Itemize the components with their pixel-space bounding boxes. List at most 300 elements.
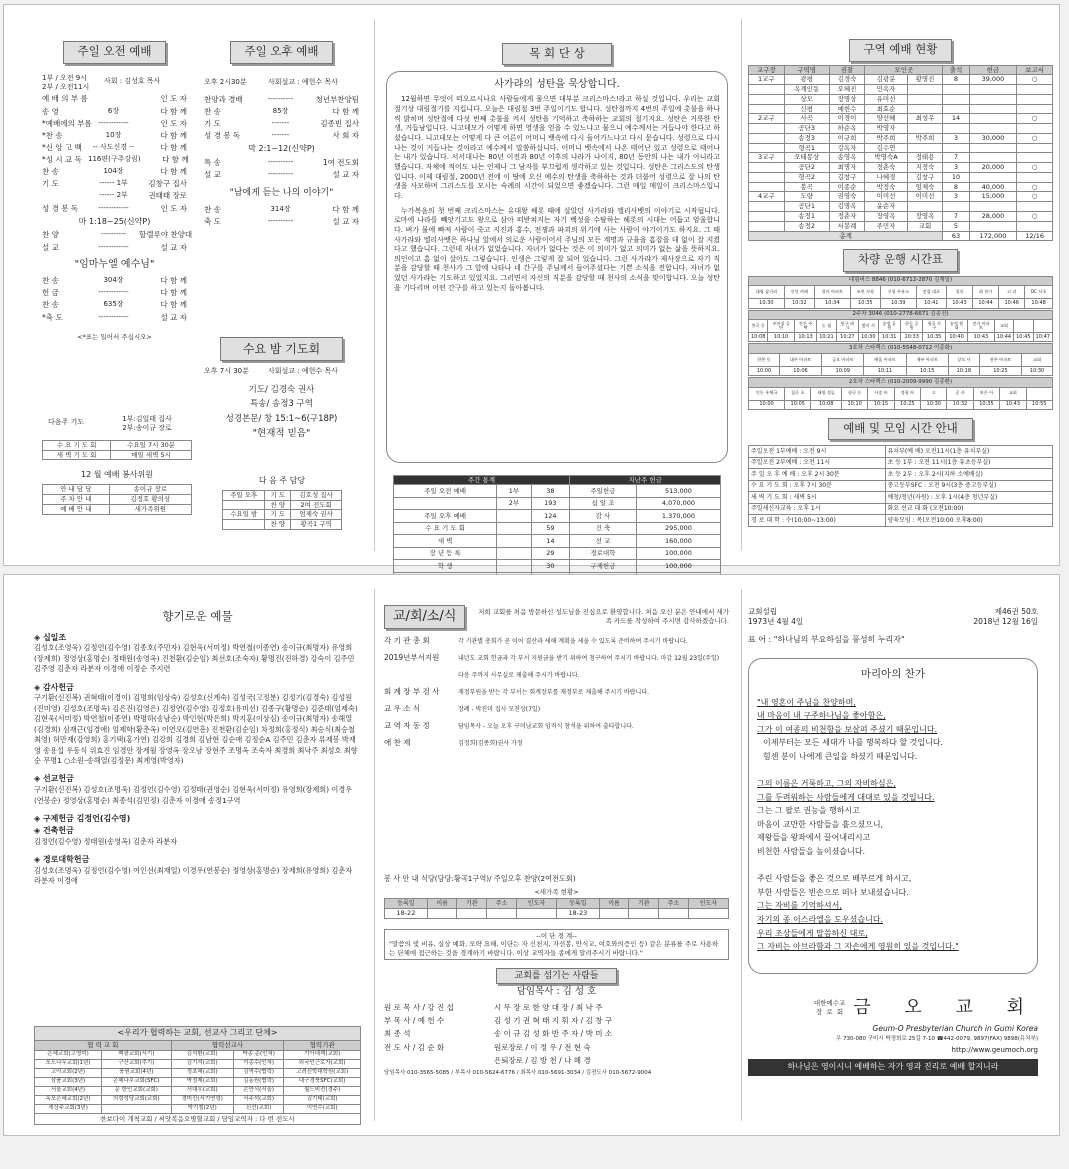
car-time: 10:39 [880,299,916,308]
table-cell: 수 요 기 도 회 : 오후 7시 30분 [749,480,886,492]
table-cell: 김창구 [829,172,865,182]
staff-name [384,1056,494,1066]
staff-name: 은퇴장로 / 김 방 천 / 나 혜 경 [494,1055,591,1065]
stand-note: <*표는 일어서 주십시오> [77,332,152,341]
table-header-cell: 주소 [659,899,689,908]
table-cell: 김창구 [907,172,943,182]
table-cell [943,124,969,134]
table-cell: 박정제(교회) [171,1077,233,1086]
table-cell: 월드비전(경주) [284,1086,361,1095]
table-cell: 주일새신자교육 : 오후 1시 [749,503,886,515]
table-cell: 경로대학 [570,547,637,560]
car-stop [1026,387,1053,400]
partners-table [34,1040,361,1114]
next-prayer: 1부:김일태 집사 2부:송이규 장로 [122,415,172,433]
car-time: 10:09 [822,366,864,375]
news-item [384,670,729,680]
newfam-table [384,898,729,918]
table-cell: 5 [943,221,969,231]
order-leader: 인 도 자 [160,94,187,104]
district-header: 구역 예배 현황 [748,39,1053,62]
offering-section [34,855,361,887]
table-row [749,192,1053,202]
table-cell: 서대우(교회) [171,1086,233,1095]
staff-name: 원로장로 / 이 정 우 / 전 현 숙 [494,1042,591,1052]
meditation-subtitle: 사가랴의 성탄을 묵상합니다. [494,78,620,90]
section-names: 김성호(조명욱) 김정언(김수영) 여인선(최재일) 이경우(연봉순) 정영상(홍명순) 장제희(유영희) 김춘자 라분자 이경애 [34,865,353,886]
table-cell: 40,000 [969,182,1017,192]
est-label: 교회설립 [748,607,777,616]
prayer-times-table [42,440,192,461]
car-schedule [748,276,1053,410]
car-time: 10:45 [1014,332,1033,341]
table-cell: 예 배 안 내 [43,504,110,514]
car-stop: 전철 대포 [916,286,946,299]
car-time: 10:41 [916,299,946,308]
denomination: 대한예수교 장 로 회 [813,999,846,1017]
order-row [42,143,187,153]
order-item: 축 도 [204,216,221,226]
order-detail: ------------ [98,242,129,251]
table-cell: 공단3 [784,124,829,134]
car-time: 10:30 [859,332,878,341]
car-time: 10:27 [836,332,858,341]
am-worship-column: 주일 오전 예배 1부 / 오전 9시 2부 / 오전11시 사회 : 김성호 목사 예 배 의 부 름 인 도 자 송 영 6장 다 함 께 *예배에의 부름 ------------ 인 도 자 *찬 송 10장 다 함 께 *신 앙 고 백 -- 사도신경 -- 다 함 께 *성 시 교 독 116편(구주강림) 다 함 께 찬 송 104장 다 함 께 기 도 ------ 1부 김창구 집사 ------ 2부 권태태 장로 성 경 봉 독 ------------ 인 도 자 마 1:18~25(신약P) 찬 양 ---------- 할렐루야 찬양대 설 교 ------------ 설 교 자 "임마누엘 예수님" 찬 송 304장 다 함 께 헌 금 ------------ 다 함 께 찬 송 635장 다 함 께 *축 도 ------------ 설 교 자 <*표는 일어서 주십시오> [42,41,187,601]
order-detail: 6장 [107,106,120,115]
table-row [749,94,1053,104]
table-cell: 이규희 [829,133,865,143]
table-cell: ○ [1017,163,1053,173]
car-stop: 한동 공원 [900,319,922,332]
car-stop: 송정 원대 [945,319,967,332]
table-cell: 선 교 [570,535,637,548]
order-item: 기 도 [204,119,221,129]
table-cell: 새 벽 기 도 회 : 새벽 5시 [749,492,886,504]
table-cell: 권영숙 [829,192,865,202]
table-cell: 유미선 [865,94,907,104]
news-item [384,704,729,714]
table-cell: 서울교회(4년) [35,1086,102,1095]
table-cell: 은혜나무교회(SFC) [102,1077,171,1086]
table-cell: 송정3 [784,133,829,143]
order-row [42,204,187,214]
am-bible: 마 1:18~25(신약P) [78,216,151,226]
table-header-cell: 주소 [487,899,517,908]
song-line: 그가 이 여종의 비천함을 보살펴 주셨기 때문입니다. [757,724,938,734]
table-cell: 박종 준(인쳐) [233,1050,283,1059]
table-cell: 공단1 [784,202,829,212]
table-cell: 이미선 [865,192,907,202]
table-row [393,497,720,510]
car-route-table [748,377,1053,410]
order-detail: 304장 [103,276,124,285]
table-cell [907,124,943,134]
table-cell: 28,000 [969,212,1017,222]
car-time: 10:32 [784,299,814,308]
song-line [757,764,1029,778]
table-header-cell: 헌금 [969,65,1017,75]
table-cell: 봉곡 [784,182,829,192]
order-detail: ------------ [98,288,129,297]
table-header-cell: 구역명 [784,65,829,75]
table-row [749,480,1053,492]
table-row [749,212,1053,222]
order-leader: 다 함 께 [160,130,187,140]
table-cell [497,547,531,560]
car-time: 10:10 [841,400,867,409]
table-cell [393,497,497,510]
table-cell [907,143,943,153]
table-cell: 윤순자 [865,202,907,212]
car-stop: 칠곡 초 [785,387,811,400]
song-line: 우리 조상들에게 말씀하신 대로, [757,928,868,938]
table-cell: 38 [531,485,570,498]
column-divider [374,19,375,551]
table-cell: 김기태(교회) [284,1095,361,1104]
order-row [42,167,187,177]
table-row [749,182,1053,192]
next-prayer-label: 다음주 기도 [48,418,85,426]
table-cell: ○ [1017,133,1053,143]
table-header-cell: 인도자 [688,899,728,908]
car-route-name: 3호차 스타렉스 (010-5548-0712 이종화) [749,344,1053,353]
news-text: 내년도 교회 헌금과 각 부서 지원금을 받기 위하여 청구하여 주시기 바랍니다. 마감 12월 23일(주일) [458,654,720,662]
next-duty-table [222,490,342,530]
order-detail: 10장 [105,130,122,139]
table-cell: 교회 [907,221,943,231]
car-time: 10:18 [948,366,979,375]
table-cell: 정춘숙 [865,163,907,173]
am-sermon-title: "임마누엘 예수님" [74,258,155,270]
table-row [43,440,192,450]
table-row [35,1059,361,1068]
order-row [204,205,359,215]
wed-bible: 성경본문/ 창 15:1~6(구18P) [225,413,338,424]
table-header-cell: 이름 [599,899,629,908]
order-item: 설 교 [42,242,59,252]
pm-leader: 사회설교 : 예헌수 목사 [268,77,338,86]
table-cell [749,212,785,222]
car-time: 10:30 [749,299,785,308]
offering-section [34,826,361,847]
offerings-title: 향기로운 예물 [162,609,233,623]
car-stop: 송정 공원 [878,319,900,332]
section-heading: ◈ 건축헌금 [34,825,74,835]
table-cell: 30 [531,560,570,573]
table-cell: ○ [1017,182,1053,192]
am-order-list-3 [42,276,187,323]
table-row [393,547,720,560]
table-cell: 황곡1 구역 [291,520,342,530]
car-stop: 교회 [994,319,1013,332]
table-cell [1017,94,1053,104]
order-row [204,170,359,180]
car-stop: 인덕 카페 [784,286,814,299]
section-heading: ◈ 구제헌금 김정언(김수영) [34,814,131,824]
table-cell: 예헌수 [829,104,865,114]
staff-header: 교회를 섬기는 사람들 [384,968,729,984]
table-cell: 엄제숙 [907,182,943,192]
table-cell [969,104,1017,114]
table-cell: 송정2 [784,221,829,231]
table-cell: 찬 양 [265,520,291,530]
am-order-list-2 [42,230,193,252]
order-item: *예배에의 부름 [42,118,92,128]
order-detail: 635장 [103,300,124,309]
table-cell: 삼품교회(3년) [35,1077,102,1086]
order-leader: 다 함 께 [160,142,187,152]
order-detail: -- 사도신경 -- [92,142,135,151]
staff-name: 원 로 목 사 / 강 진 섭 [384,1003,454,1013]
table-cell [969,221,1017,231]
order-row [42,243,187,253]
meditation-paragraph: 누가복음의 첫 번째 크리스마스는 유대왕 헤롯 때에 살았던 사가랴와 엘리사벳의 이야기로 시작됩니다. 로마에 나라를 빼앗기고도 왕으로 삼아 떠받쳐지는 자기 백성을 수탈하는 헤롯의 시대는 어둡고 암울합니다. 벼가 물에 빠져 사람이 죽고 지진과 홍수, 전쟁과 파괴의 위기에 사는 사람이 야기이기도 하지요. 그 때 사가랴와 엘리사벳은 하나님 앞에서 의로운 사람이어서 주님의 모든 계명과 규율을 흠잡을 데 없이 잘 지켰다고 했습니다. 그런데 자녀가 없었습니다. 자녀가 없다는 것은 이 의미가 없고 의미가 없는 삶을 뜻하지요. 의인이고 흠 없이 살아도 그렇습니다. 인생은 그렇게 잘 되어 있습니다. 그런 사가랴가 제사장으로 자기 직분을 감당할 때 천사가 그 앞에 나타나 네 간구를 주님께서 들어주셨다는 기쁜 소식을 전합니다. 자녀가 없었던 사가랴는 기도하고 있었지요. 그러면서 자신의 직분을 감당할 때 천사의 소식을 맞이합니다. 오늘 성탄을 기다리며 어떤 간구를 하고 있는지 돌아봅니다. [394,206,720,292]
table-cell: 서봉례 [829,221,865,231]
table-cell: 1부 [497,485,531,498]
car-stop: 재부 아파트 [906,353,948,366]
table-cell [749,202,785,212]
staff-phones: 담임목사 010-3565-5085 / 부목사 010-5624-6776 / 최목사 010-5691-3034 / 김전도사 010-5672-9004 [384,1069,652,1076]
table-cell [223,500,265,510]
song-line: 부한 사람들은 빈손으로 떠나 보내셨습니다. [757,887,909,897]
car-time: 10:21 [817,332,836,341]
table-row [35,1068,361,1077]
car-time: 10:35 [923,332,945,341]
table-cell: 장영옥 [907,212,943,222]
stats-header: 주간 통계 [393,475,569,485]
staff-name: 부 목 사 / 예 헌 수 [384,1016,445,1026]
news-text: 장례 - 박진미 집사 모친상(7일) [458,706,541,714]
table-cell [1017,221,1053,231]
issue-date: 2018년 12월 16일 [973,617,1038,627]
church-name: 금 오 교 회 [853,997,1038,1019]
song-line: 그의 이름은 거룩하고, 그의 자비하심은, [757,779,896,789]
section-heading: ◈ 경로대학헌금 [34,855,90,865]
car-stop: 경신 [946,286,972,299]
car-stop: 봉곡 동 [749,319,768,332]
car-stop: 주차장 공단 [768,319,794,332]
table-row [749,503,1053,515]
table-cell: 김역수(협력) [233,1068,283,1077]
news-item [384,653,729,663]
table-cell [487,908,517,918]
car-stop: 대우 아파트 [779,353,821,366]
table-cell: 장영옥 [865,212,907,222]
table-cell: 3 [943,133,969,143]
table-cell: 주 차 안 내 [43,494,110,504]
song-line: 그를 두려워하는 사람들에게 대대로 있을 것입니다. [757,792,935,802]
order-item: 찬 양 [42,230,59,240]
table-row [43,494,192,504]
table-cell [969,143,1017,153]
table-cell: 박영자 [865,124,907,134]
order-detail: ---------- [267,170,294,179]
order-row [204,119,359,129]
table-cell: 정초혜(교회) [171,1068,233,1077]
offerings-column [34,609,361,1169]
table-cell: 주일헌금 [570,485,637,498]
church-url[interactable]: http://www.geumoch.org [951,1045,1038,1054]
offering-section [34,683,361,767]
order-leader: 다 함 께 [160,300,187,310]
order-leader: 설 교 자 [160,312,187,322]
car-time: 10:31 [878,332,900,341]
table-cell: 상모 [784,94,829,104]
table-cell: 송영옥 [829,153,865,163]
table-cell: 박주희 [865,133,907,143]
table-row [749,469,1053,481]
car-stop: 원구 테크 [836,319,858,332]
car-time: 10:43 [1000,400,1026,409]
car-stop: 밤이 사 [859,319,878,332]
order-detail: ---------- [267,216,294,225]
car-stop [1033,319,1052,332]
table-cell [969,153,1017,163]
table-cell: 박명숙A [865,153,907,163]
order-row [42,300,187,310]
car-route-name: 대림버스 8846 (010-6712-2870 김재일) [749,276,1053,285]
meditation-paragraph: 12월하면 무엇이 떠오르시나요 사람들에게 물으면 대부분 크리스마스!라고 하실 것입니다. 우리는 교회 절기상 대림절기를 지킵니다. 오늘은 대림절 3번 주일이기도 합니다. 성탄절까지 4번의 주일에 촛불을 하나씩 밝히며 성탄절에 다섯 번째 촛불을 켜서 성탄을 기억하고 축하하는 교회의 절기지요. 성탄은 거룩한 탄생, 거듭남입니다. 니고데모가 어떻게 하면 영생을 얻을 수 있느냐고 물으니 예수께서는 거듭나야 한다고 하셨습니다. 니고데모는 어떻게 다 큰 어른이 어머니 뱃속에 다시 들어가느냐고 다시 묻습니다. 성령으로 다시 나는 것이 거듭나는 것이라고 예수께서 말씀하십니다. 어머니 뱃속에서 나온 태어난 있고 성령으로 태어나는 내가 있습니다. 서서대나는 80년 이전과 80년 이후의 나라가 나이지, 80년 동안의 나는 내가 아니라고 했습니다. 자체에 적어도 나는 언제나 그 남자를 부끄럽게 생각하고 있는 것입니다. 성탄은 그리스도의 탄생입니다. 이제 대림절, 2000년 전에 이 땅에 오신 예수의 탄생을 축하하는 것과 더불어 성령으로 잘 나의 탄생을 사모하며 그리스도를 모시는 숙례의 시간이 되었으면 좋겠습니다. 그런 매일 매일이 크리스마스입니다. [394,95,720,200]
am-leader: 김성호 목사 [124,76,161,85]
order-row [42,230,193,240]
order-item: 설 교 [204,170,221,180]
table-cell: 3교구 [749,153,785,163]
table-cell: 59 [531,522,570,535]
song-line: 힘센 분이 나에게 큰일을 하셨기 때문입니다. [763,751,918,761]
table-row [35,1095,361,1104]
table-cell: 구제헌금 [570,560,637,573]
table-header-cell: 이름 [427,899,457,908]
table-header-cell: 기관 [629,899,659,908]
table-header-cell: 인도자 [516,899,556,908]
table-cell: 세상주교회(3년) [35,1104,102,1113]
car-stop: 인동 우체국 [749,387,785,400]
news-label: 교 역 자 동 정 [384,721,430,731]
table-cell: 20,000 [969,163,1017,173]
table-cell: 14 [531,535,570,548]
table-cell [943,85,969,95]
order-item: *축 도 [42,312,63,322]
newfam-title: <새가족 현황> [534,887,579,896]
order-detail: ---------- [267,158,294,167]
order-detail: ------------ [98,118,129,127]
song-box [748,658,1038,974]
order-item: *신 앙 고 백 [42,142,82,152]
table-cell: 수 요 기 도 회 [393,522,497,535]
table-cell [749,172,785,182]
table-cell: 송이규 장로 [109,485,191,495]
order-leader: 김창구 집사 [148,179,187,189]
staff-row [384,1043,729,1053]
church-address: 우 730-080 구미시 박정희로 25길 7-10 ☎442-0079, 9897(FAX) 9898(유치부) [835,1036,1038,1043]
table-cell: 박정숙 [865,182,907,192]
table-row [749,457,1053,469]
staff-name: 송 이 규 김 성 화 반 주 자 / 박 미 소 [494,1029,613,1039]
order-leader: 1여 전도회 [322,158,359,168]
table-cell: 8 [943,182,969,192]
table-cell: 구산교회(추기) [102,1059,171,1068]
table-cell: 10 [943,172,969,182]
table-cell: 2교구 [749,114,785,124]
table-cell: 지정숙 [907,163,943,173]
car-time: 10:35 [850,299,880,308]
table-cell: 경미진(서기연령) [171,1095,233,1104]
table-cell [749,182,785,192]
table-cell: 유치부(예 배) 오전11시(1층 유치부실) [885,446,1052,458]
order-leader: 다 함 께 [160,276,187,286]
table-cell: 주일 오후 예배 [393,510,497,523]
table-cell: 감 사 [570,510,637,523]
song-line: 내 마음이 내 구주하나님을 좋아함은, [757,711,886,721]
table-cell: 기아대책(교회) [284,1050,361,1059]
staff-name: 전 도 사 / 김 순 화 [384,1042,445,1052]
table-cell: 초 등 2부 : 오후 2시(지하 소예배실) [885,469,1052,481]
car-stop: 고 파 [999,286,1025,299]
table-cell [969,85,1017,95]
table-cell: ○ [1017,192,1053,202]
table-cell [497,560,531,573]
table-cell: 39,000 [969,75,1017,85]
car-route-name: 2호차 스타렉스 (010-2009-9990 김종환) [749,378,1053,387]
offering-section [34,814,361,825]
table-cell: 기 도 [265,510,291,520]
order-leader: 다 함 께 [160,167,187,177]
table-cell [749,104,785,114]
partners-title: <우리가 협력하는 교회, 선교사 그리고 단체> [34,1026,361,1040]
table-cell: 100,000 [636,560,720,573]
table-cell: 김정호 황의상 [109,494,191,504]
song-line: 이제부터는 모든 세대가 나를 행복하다 할 것입니다. [763,738,944,748]
table-cell: 18-23 [556,908,599,918]
table-cell: 화요 선교 대 화 (오전10:00) [885,503,1052,515]
staff-row [384,1029,729,1039]
order-item: 성 경 봉 독 [204,131,241,141]
table-cell [1017,202,1053,212]
table-cell: 최성우 [907,114,943,124]
car-time: 10:32 [947,400,973,409]
table-cell: 중고등부SFC : 오전 9시(3층 중고등부실) [885,480,1052,492]
table-cell: ○ [1017,114,1053,124]
car-time: 10:43 [946,299,972,308]
table-row [223,490,342,500]
car-route-name: 2주차 3046 (010-2778-6671 김종진) [749,310,1053,319]
order-row [42,276,187,286]
table-cell: 김동원(협력) [233,1077,283,1086]
car-time: 10:25 [979,366,1021,375]
order-row [204,95,359,105]
order-item [42,191,88,201]
car-time: 10:06 [779,366,821,375]
table-cell: 고아교회(2년) [35,1068,102,1077]
staff-name: 최 종 석 [384,1029,411,1039]
table-cell: 찬 양 [265,500,291,510]
table-row [749,114,1053,124]
order-item: *찬 송 [42,130,63,140]
table-cell: 수 요 기 도 회 [43,440,111,450]
order-row [204,131,359,141]
table-cell [659,908,689,918]
order-item: 헌 금 [42,288,59,298]
car-time: 10:30 [1022,366,1053,375]
table-cell [749,163,785,173]
table-cell: 29 [531,547,570,560]
table-row [223,520,342,530]
table-cell: 초 등 1부 : 오전 11시(1층 유초등부실) [885,457,1052,469]
table-cell: 주일오전 2부예배 : 오전 11시 [749,457,886,469]
section-names: 김성호(조영욱) 김정언(김수영) 김종호(주민자) 김현욱(서미정) 박연철(이종연) 송이규(최명자) 유영희(장제희) 정영상(홍명순) 정태원(송영옥) 진천환(김순임) 최선호(조숙자) 황명진(진하경) 강숙이 김주민 김주영 김춘자 라분자 이경애 이정순 주지련 [34,643,355,674]
table-row [749,85,1053,95]
car-stop: 고 [921,387,947,400]
